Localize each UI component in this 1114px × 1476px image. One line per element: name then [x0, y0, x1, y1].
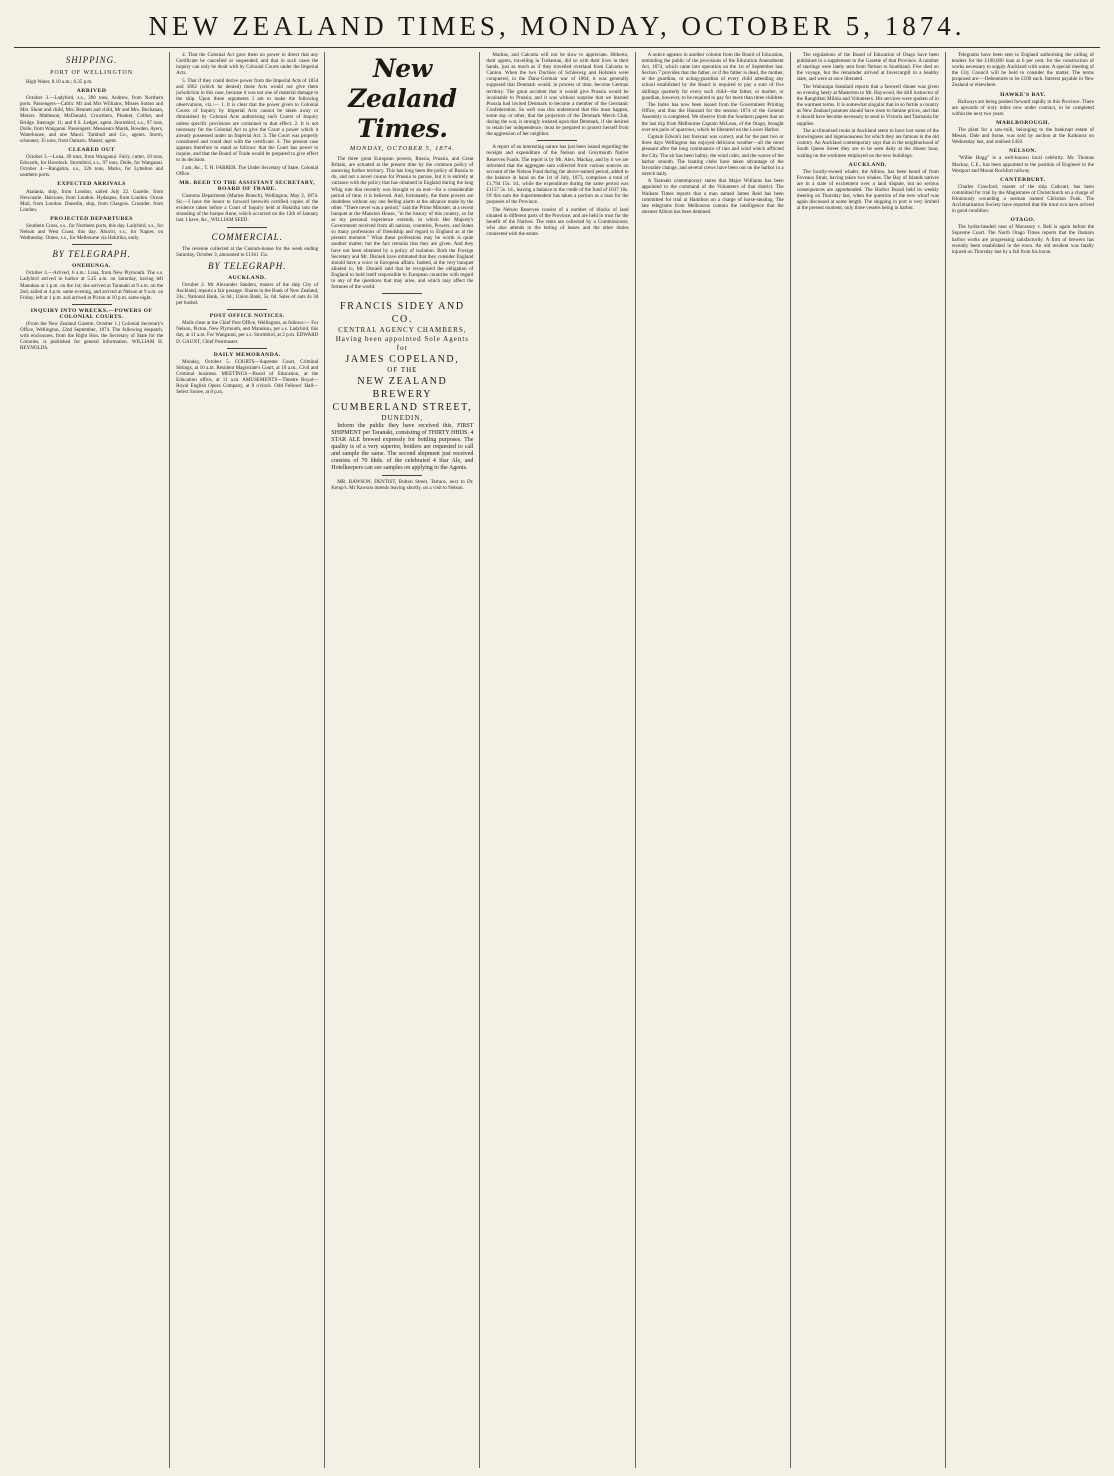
- nelson-text: "Willie Hogg" is a well-known local celebrity. Mr. Thomas Mackay, C.E., has been appointed to the position of Engineer to the Westport and Mount Rochfort railway.: [951, 155, 1094, 174]
- auckland-heading-2: AUCKLAND.: [848, 161, 887, 168]
- telegraph-heading-2: BY TELEGRAPH.: [207, 260, 287, 271]
- projected-text: Southern Cross, s.s., for Northern ports, this day. Ladybird, s.s., for Nelson and West Coast, this day. Ahuriri, s.s., for Napier, on Wednesday. Omeo, s.s., for Melbourne via Hokitika, early.: [20, 222, 164, 242]
- auckland-text: October 2. Mr Alexander Sanders, master of the ship City of Auckland, reports a fair passage. Shares in the Bank of New Zealand, 33s.; National Bank, 5s 6d.; Union Bank, 5s. 6d. Sales of oats 4s 3d per bushel.: [176, 281, 319, 307]
- despatch-body: 5. That if they could derive power from the Imperial Acts of 1854 and 1862 (which he denied) those Acts would not give them jurisdiction in this case, because it was not one of material damage to the ship. Upon these arguments I am to make the following observations, viz.:— 1. It is clear that the power given to Colonial Courts of Inquiry by Imperial Acts cannot be taken away or diminished by Colonial Acts authorising such Courts of Inquiry unless specific provisions are contained to that effect. 2. It is not necessary for the Colonial Act to give the Court a power which it already possessed under an Imperial Act. 3. The Court was properly constituted and could deal with the certificate. 4. The present case appears therefore to stand as follows: that the Court has power to inquire, and that the Board of Trade would be prepared to give effect to its decision.: [176, 77, 319, 164]
- auckland-news: The locally-owned whaler, the Albion, has been heard of from Foveaux Strait, having taken two whales. The Bay of Islands natives are in a state of excitement over a land dispute, but no serious consequences are apprehended. The Harbor Board held its weekly meeting on Thursday last, when the question of the new wharf was again discussed at some length. The shipping in port is very limited at the present moment, only three vessels being in harbor.: [796, 168, 939, 212]
- arrived-text: October 3.—Ladybird, s.s., 390 tons, Andrew, from Northern ports. Passengers—Cabin: Mr and Mrs Williams, Misses Sutton and Mrs. Shout and child, Mrs. Bennett and child, Mr and Mrs. Buchanan, Messrs. Matheson, McDonald, Crowthers, Plunket, Collier, and Bridge. Steerage: 11; and 8 S. Ledger, agent. Stormbird, s.s., 97 tons, Doile, from Wanganui. Passengers: Messieurs Marsh, Bowden, Ayers, Waterhouse, and one Maori. Turnbull and Co., agents. Storm, schooner, 35 tons, from Oamaru. Master, agent.: [20, 95, 164, 144]
- index-notice: The Index has now been issued from the Government Printing Office, and thus the Hansard for the session 1874 of the General Assembly is completed. We observe from the Southern papers that on the last trip from Melbourne Captain McLean, of the Otago, brought over ten pairs of sparrows, which he liberated on the Lower Harbor.: [641, 102, 784, 133]
- memoranda-text: Monday, October 5. COURTS—Supreme Court, Criminal Sittings, at 10 a.m. Resident Magistrate's Court, at 10 a.m., Civil and Criminal business. MEETINGS—Board of Education, at the Education office, at 11 a.m. AMUSEMENTS—Theatre Royal—Royal English Opera Company, at 8 o'clock. Odd Fellows' Hall—Select Soiree, at 8 p.m.: [176, 358, 319, 396]
- paper-title: New Zealand Times.: [348, 54, 457, 143]
- secretary-text: Customs Department (Marine Branch), Wellington, May 2, 1874. Sir,—I have the honor to forward herewith certified copies of the evidence taken before a Court of Inquiry held at Hokitika into the stranding of the barque Anne, which occurred on the 12th of January last. I have, &c., WILLIAM SEED.: [176, 193, 319, 224]
- memoranda-heading: DAILY MEMORANDA.: [213, 351, 281, 358]
- masthead: NEW ZEALAND TIMES, MONDAY, OCTOBER 5, 1874.: [148, 11, 966, 41]
- hawkes-bay-heading: HAWKE'S BAY.: [1000, 91, 1046, 98]
- divider: [227, 227, 267, 228]
- cleared-text: October 3.—Luna, 49 tons, from Wanganui. Fairy, cutter, 18 tons, Edwards, for Havelock. Stormbird, s.s., 97 tons, Doile, for Wanganui. October 4.—Rangatira, s.s., 326 tons, Marks, for Lyttelton and southern ports.: [20, 154, 164, 179]
- column-2: [169, 52, 324, 1468]
- expected-heading: EXPECTED ARRIVALS: [57, 181, 126, 188]
- leader-continued: Madras, and Calcutta will not be slow to appreciate. Hitherto, their agents, travelling in Turkestan, did so with their lives in their hands, just as much as if they travelled overland from Calcutta to Canton. When the two Duchies of Schleswig and Holstein were conquered, in the Dano-German war of 1864, it was generally supposed that Denmark would, in process of time, become German territory. The great accident that it would give Prussia would be invaluable to Prussia; and it was without surprise that we learned Prussia had invited Denmark to become a member of the Germanic Confederation. So well was this understood that this must happen, some day or other, that the projectors of the Denmark Merch Club, during the war, is strongly insisted upon that Denmark, if she desired to retain her independence, must be prepared to protect herself from the aggression of her neighbor.: [486, 52, 629, 138]
- divider: [227, 348, 267, 349]
- expected-text: Atalanta, ship, from London, sailed July 22. Gazelle, from Newcastle. Halcione, from London. Hydaspes, from London. Ocean Mail, from London. Dunedin, ship, from Glasgow. Crusader, from London.: [20, 188, 164, 213]
- advert-of: OF THE: [387, 366, 418, 375]
- arrived-heading: ARRIVED: [76, 88, 107, 95]
- secretary-heading: MR. REED TO THE ASSISTANT SECRETARY, BOARD OF TRADE.: [179, 179, 316, 192]
- sidey-advert: [331, 300, 473, 472]
- advert-text: Inform the public they have received this, FIRST SHIPMENT per Taranaki, consisting of THIRTY HHDS. 4 STAR ALE brewed expressly for bottling purposes. The quality is of a very superior, bottlers are requested to call and sample the same. The second shipment just received consists of 70 hhds. of the celebrated 4 Star Ale, and Hotelkeepers can see samples on applying to the Agents.: [331, 423, 474, 472]
- dentist-advert: MR. RAWSON, DENTIST, Bolton Street, Terrace, next to Dr. Kemp's. Mr Rawson intends leaving shortly, on a visit to Nelson.: [331, 479, 474, 492]
- leader-body: The three great European powers, Russia, Prussia, and Great Britain, are actuated at the present time by the common policy of annexing further territory. This has long been the policy of Russia to do, and not a novel course for Prussia to pursue, but it is entirely at variance with the policy that has obtained in England during the long Whig rule that recently was brought to an end—for a considerable period of time, it is believed. And, fortunately, the three powers are doubtless without any one feeling alarm at the advance made by the other. "There never was a period," said the Prime Minister, at a recent banquet at the Mansion House, "in the history of this country, so far as my personal experience extends, in which Her Majesty's Government received from all nations, countries, Powers, and States so many professions of friendship and regard to England as at the present moment." What these professions may be worth is quite another matter; but the fact remains that they are given. And they have not been obtained by a policy of isolation. Both the Foreign Secretary and Mr. Disraeli have intimated that they consider England should have a voice in European affairs. Indeed, at the very banquet alluded to, Mr. Disraeli said that he recognised the obligation of England to hold itself responsible to European countries with regard to any of the questions that may arise, and which may affect the fortunes of the world.: [331, 156, 474, 291]
- projected-heading: PROJECTED DEPARTURES: [50, 215, 133, 222]
- advert-chambers: CENTRAL AGENCY CHAMBERS,: [338, 326, 467, 335]
- reserves-report: A report of an interesting nature has just been issued regarding the receipts and expenditure of the Nelson and Greymouth Native Reserves Funds. The report is by Mr. Alex. Mackay, and by it we are informed that the aggregate sum collected from various sources on account of the Nelson Fund during the above-named period, added to the balance in hand on the 1st of July, 1873, comprises a total of £1,794 15s. 1d., while the expenditure during the same period was £1157 5s. 1d., leaving a balance to the credit of the fund of £637 10s. Of this sum the Superintendent has taken a portion as a loan for the purposes of the Province.: [486, 144, 629, 206]
- canterbury-heading: CANTERBURY.: [1000, 176, 1046, 183]
- divider: [72, 244, 112, 245]
- postoffice-text: Mails close at the Chief Post Office, Wellington, as follows:— For Nelson, Picton, New Plymouth, and Manukau, per s.s. Ladybird, this day, at 11 a.m. For Wanganui, per s.s. Stormbird, at 2 p.m. EDWARD D. GAUNT, Chief Postmaster.: [176, 320, 319, 345]
- education-notice: A notice appears in another column from the Board of Education, reminding the public of the provisions of the Education Amendment Act, 1874, which came into operation on the 1st of September last. Section 7 provides that the father, or if the father is dead, the mother, or the guardian, or acting-guardian of every child attending any school established by the Board is required to pay a sum of five shillings quarterly for every such child—the father, or mother, or guardian, however, to be required to pay for more than three children.: [641, 52, 784, 101]
- column-1: [14, 52, 169, 1468]
- commercial-heading: COMMERCIAL.: [211, 231, 283, 242]
- column-3: [324, 52, 479, 1468]
- marlborough-text: The plant for a saw-mill, belonging to the bankrupt estate of Messrs. Dale and Stone, was sold by auction at the Kaikoura on Wednesday last, and realised £450.: [951, 127, 1094, 146]
- despatch-opening: 4. That the Colonial Act gave them no power to direct that any Certificate be cancelled or suspended; and that in such cases the inquiry can only be dealt with by Colonial Courts under the Imperial Acts.: [176, 52, 319, 77]
- commercial-text: The revenue collected at the Custom-house for the week ending Saturday, October 3, amounted to £1361 15s.: [176, 245, 319, 258]
- otago-heading: OTAGO.: [1010, 217, 1036, 224]
- shipping-heading: SHIPPING.: [65, 55, 118, 65]
- provincial-notes: A Taranaki contemporary states that Major Williams has been appointed to the command of the Volunteers of that district. The Waikato Times reports that a man named James Reid has been committed for trial at Hamilton on a charge of horse-stealing. The late telegrams from Melbourne contain the intelligence that the steamer Albion has been detained.: [641, 178, 784, 215]
- column-4: [479, 52, 634, 1468]
- advert-person: JAMES COPELAND,: [345, 354, 460, 366]
- auckland-heading: AUCKLAND.: [228, 274, 267, 281]
- advert-city: DUNEDIN,: [381, 414, 424, 423]
- masthead-rule: [14, 47, 1100, 48]
- canterbury-text: Charles Crawford, master of the ship Cathcart, has been committed for trial by the Magistrates of Christchurch on a charge of feloniously wounding a seaman named Christian Funk. The Acclimatisation Society have reported that the trout ova have arrived in good condition.: [951, 183, 1094, 215]
- divider: [72, 304, 112, 305]
- tide-times: High Water, 8.10 a.m.; 8.35 p.m.: [26, 79, 93, 85]
- column-5: [635, 52, 790, 1468]
- divider: [227, 309, 267, 310]
- inquiry-heading: INQUIRY INTO WRECKS.—POWERS OF COLONIAL COURTS.: [30, 307, 153, 320]
- column-7: [945, 52, 1100, 1468]
- advert-firm: FRANCIS SIDEY AND CO.: [340, 301, 465, 326]
- loan-telegram: Telegrams have been sent to England authorising the calling of tenders for the £100,000 loan at 6 per cent. for the construction of works necessary to supply Auckland with water. A special meeting of the City Council will be held to consider the matter. The terms proposed are:—Debentures to be £100 each. Interest payable in New Zealand or elsewhere.: [951, 52, 1094, 89]
- otago-regulations: The regulations of the Board of Education of Otago have been published in a supplement to the Gazette of that Province. A number of startings were lately sent from Nelson to Southland. Five died on the voyage, but the remainder arrived at Invercargill in a healthy state, and were at once liberated.: [796, 52, 939, 83]
- cleared-heading: CLEARED OUT: [68, 146, 115, 153]
- hawkes-bay-text: Railways are being pushed forward rapidly in this Province. There are upwards of sixty miles now under contract, to be completed within the next two years.: [951, 98, 1094, 117]
- divider: [382, 475, 422, 476]
- masterton-dinner: The Wairarapa Standard reports that a farewell dinner was given on evening lately at Masterton to Mr. Haywood, the drill instructor of the Rangitikei Militia and Volunteers. His services were spoken of in the warmest terms. It is somewhat singular that in so fertile a country as New Zealand potatoes should have risen to famine prices, and that it should have become necessary to send to Victoria and Tasmania for supplies.: [796, 83, 939, 127]
- marlborough-heading: MARLBOROUGH.: [996, 119, 1050, 126]
- onehunga-text: October 3.—Arrived, 6 a.m.: Luna, from New Plymouth. The s.s. Ladybird arrived in harbor at 5.45 a.m. on Saturday, having left Manukau at 1 p.m. on the 1st; she arrived at Taranaki at 9 a.m. on the 2nd, sailed at 4 p.m. same evening, and arrived at Nelson at 9 a.m. on Friday; left at 1 p.m. and arrived at Picton at 10 p.m. same night.: [20, 270, 164, 301]
- leader-dateline: MONDAY, OCTOBER 5, 1874.: [349, 145, 455, 152]
- inquiry-text: (From the New Zealand Gazette, October 1.) Colonial Secretary's Office, Wellington, 22nd September, 1874. The following despatch, with enclosures, from the Right Hon. the Secretary of State for the Colonies, is published for general information. WILLIAM H. REYNOLDS.: [20, 321, 164, 352]
- divider: [537, 140, 577, 141]
- advert-line: Having been appointed Sole Agents for: [335, 335, 470, 353]
- advert-brewery: NEW ZEALAND BREWERY: [357, 376, 448, 401]
- weather-notice: Captain Edwin's last forecast was correct, and for the past two or three days Wellington has enjoyed delicious weather—all the more pleasant after the long continuance of rain and wind which afflicted the City. The air has been balmy, the wind calm, and the waves of the harbor smooth. The boating clubs have taken advantage of the favorable change, and several crews have been out on the harbor in a stretch daily.: [641, 134, 784, 177]
- page-columns: [14, 52, 1100, 1468]
- nelson-heading: NELSON.: [1008, 148, 1037, 155]
- port-heading: PORT OF WELLINGTON: [50, 70, 134, 76]
- onehunga-heading: ONEHUNGA.: [72, 263, 111, 270]
- reserves-report-2: The Nelson Reserves consist of a number of blocks of land situated in different parts of the Province, and are held in trust for the benefit of the Natives. The rents are collected by a Commissioner, who also attends to the letting of leases and the other duties connected with the estate.: [486, 206, 629, 238]
- rooks-notice: The acclimatised rooks at Auckland seem to have lost some of the knowingness and ingenuousness for which they are famous in the old country. An Auckland contemporary says that in the neighborhood of South Queen Street they are to be seen daily at the dinner hour, waiting on the workmen employed on the new buildings.: [796, 128, 939, 159]
- otago-text: The hydra-headed case of Macassey v. Bell is again before the Supreme Court. The North Otago Times reports that the Oamaru harbor works are progressing satisfactorily. A firm of brewers has recently been established in the town. An old resident was fatally injured on Thursday last by a fall from his horse.: [951, 224, 1094, 255]
- postoffice-heading: POST OFFICE NOTICES.: [209, 313, 285, 320]
- divider: [382, 293, 422, 294]
- column-6: [790, 52, 945, 1468]
- advert-street: CUMBERLAND STREET,: [332, 402, 473, 414]
- telegraph-heading: BY TELEGRAPH.: [52, 249, 131, 260]
- despatch-signature: I am, &c., T. H. FARRER. The Under Secretary of State, Colonial Office.: [176, 164, 319, 177]
